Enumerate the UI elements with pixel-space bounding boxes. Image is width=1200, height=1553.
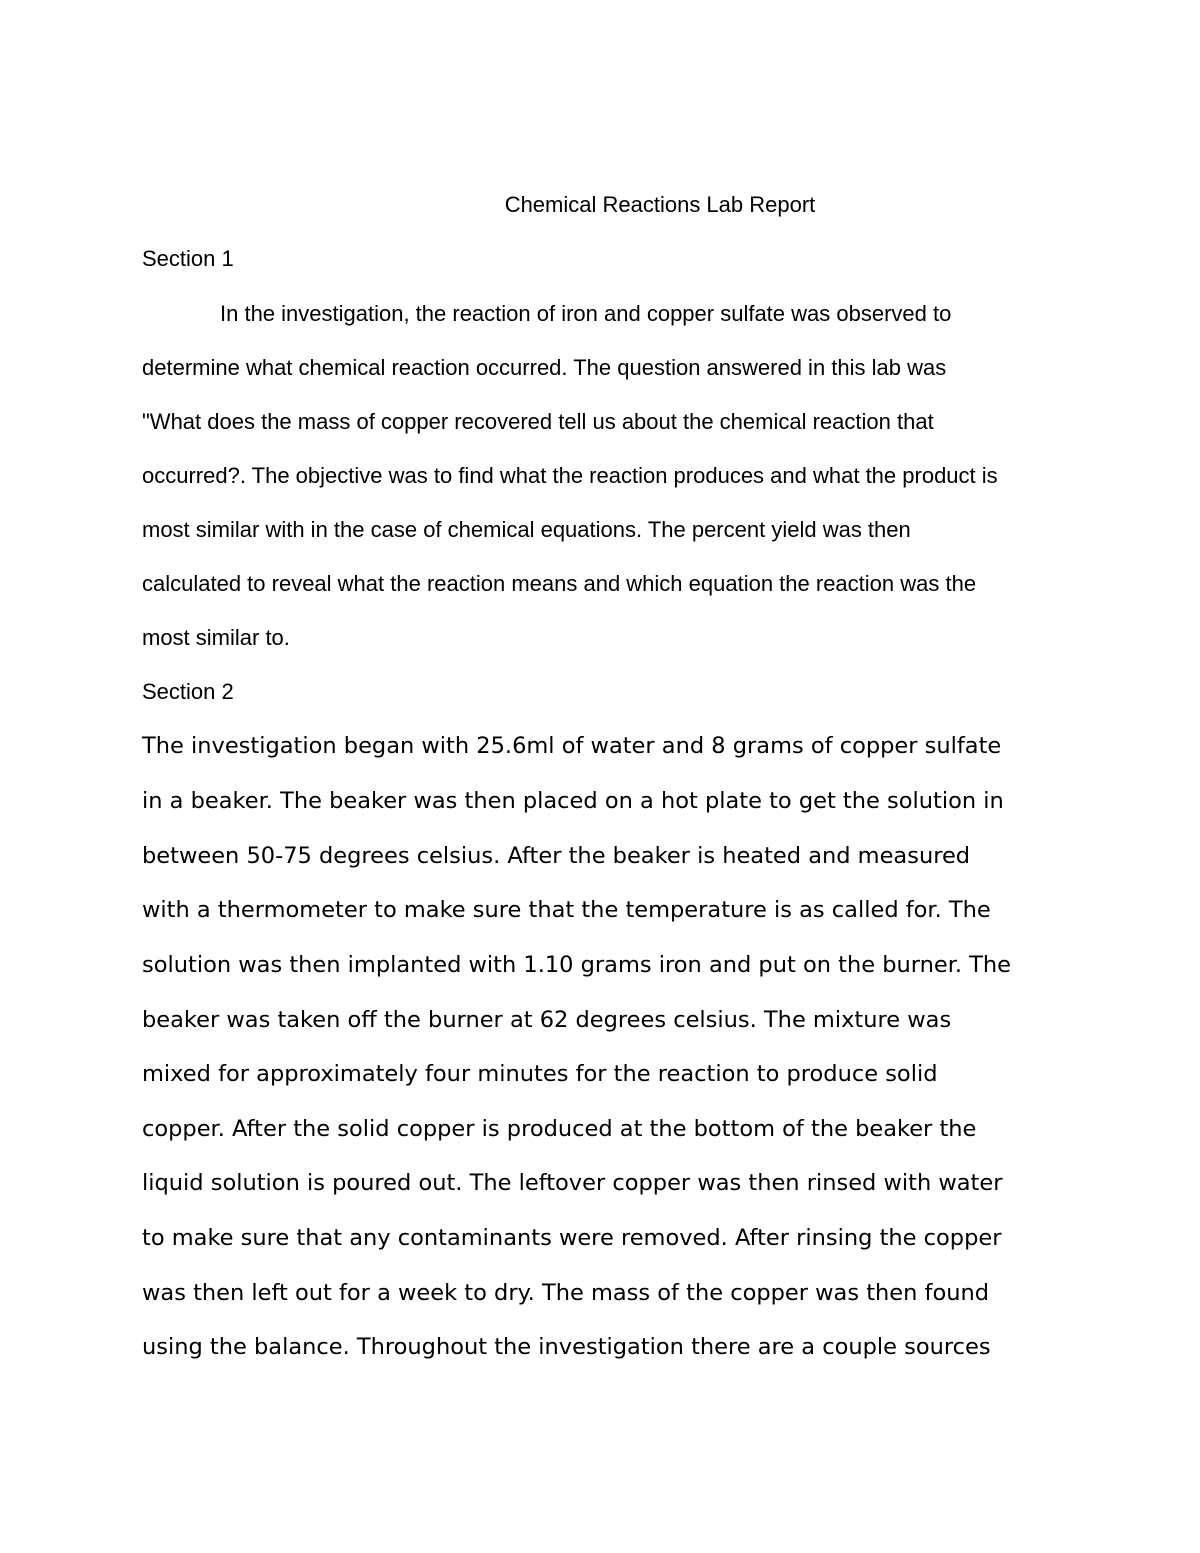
paragraph-line: most similar with in the case of chemical equations. The percent yield was then: [142, 517, 911, 542]
paragraph-line: calculated to reveal what the reaction means and which equation the reaction was the: [142, 571, 977, 596]
paragraph-line: "What does the mass of copper recovered tell us about the chemical reaction that: [142, 409, 934, 434]
paragraph-line: using the balance. Throughout the investigation there are a couple sources: [142, 1334, 991, 1360]
paragraph-line: mixed for approximately four minutes for the reaction to produce solid: [142, 1061, 938, 1087]
paragraph-line: beaker was taken off the burner at 62 degrees celsius. The mixture was: [142, 1007, 952, 1033]
paragraph-line: occurred?. The objective was to find what the reaction produces and what the product is: [142, 463, 998, 488]
paragraph-line: copper. After the solid copper is produced at the bottom of the beaker the: [142, 1116, 977, 1142]
paragraph-line: liquid solution is poured out. The leftover copper was then rinsed with water: [142, 1170, 1003, 1196]
paragraph-line: most similar to.: [142, 625, 290, 650]
paragraph-line: solution was then implanted with 1.10 grams iron and put on the burner. The: [142, 952, 1012, 978]
paragraph-line: In the investigation, the reaction of iron and copper sulfate was observed to: [220, 301, 952, 326]
paragraph-line: determine what chemical reaction occurred. The question answered in this lab was: [142, 355, 947, 380]
paragraph-line: in a beaker. The beaker was then placed on a hot plate to get the solution in: [142, 788, 1004, 814]
paragraph-line: was then left out for a week to dry. The mass of the copper was then found: [142, 1280, 990, 1306]
paragraph-line: between 50-75 degrees celsius. After the beaker is heated and measured: [142, 843, 971, 869]
document-title: Chemical Reactions Lab Report: [504, 192, 816, 217]
section-2-heading: Section 2: [142, 679, 234, 704]
paragraph-line: to make sure that any contaminants were removed. After rinsing the copper: [142, 1225, 1002, 1251]
section-1-heading: Section 1: [142, 246, 234, 271]
paragraph-line: The investigation began with 25.6ml of water and 8 grams of copper sulfate: [142, 733, 1002, 759]
paragraph-line: with a thermometer to make sure that the temperature is as called for. The: [142, 897, 991, 923]
